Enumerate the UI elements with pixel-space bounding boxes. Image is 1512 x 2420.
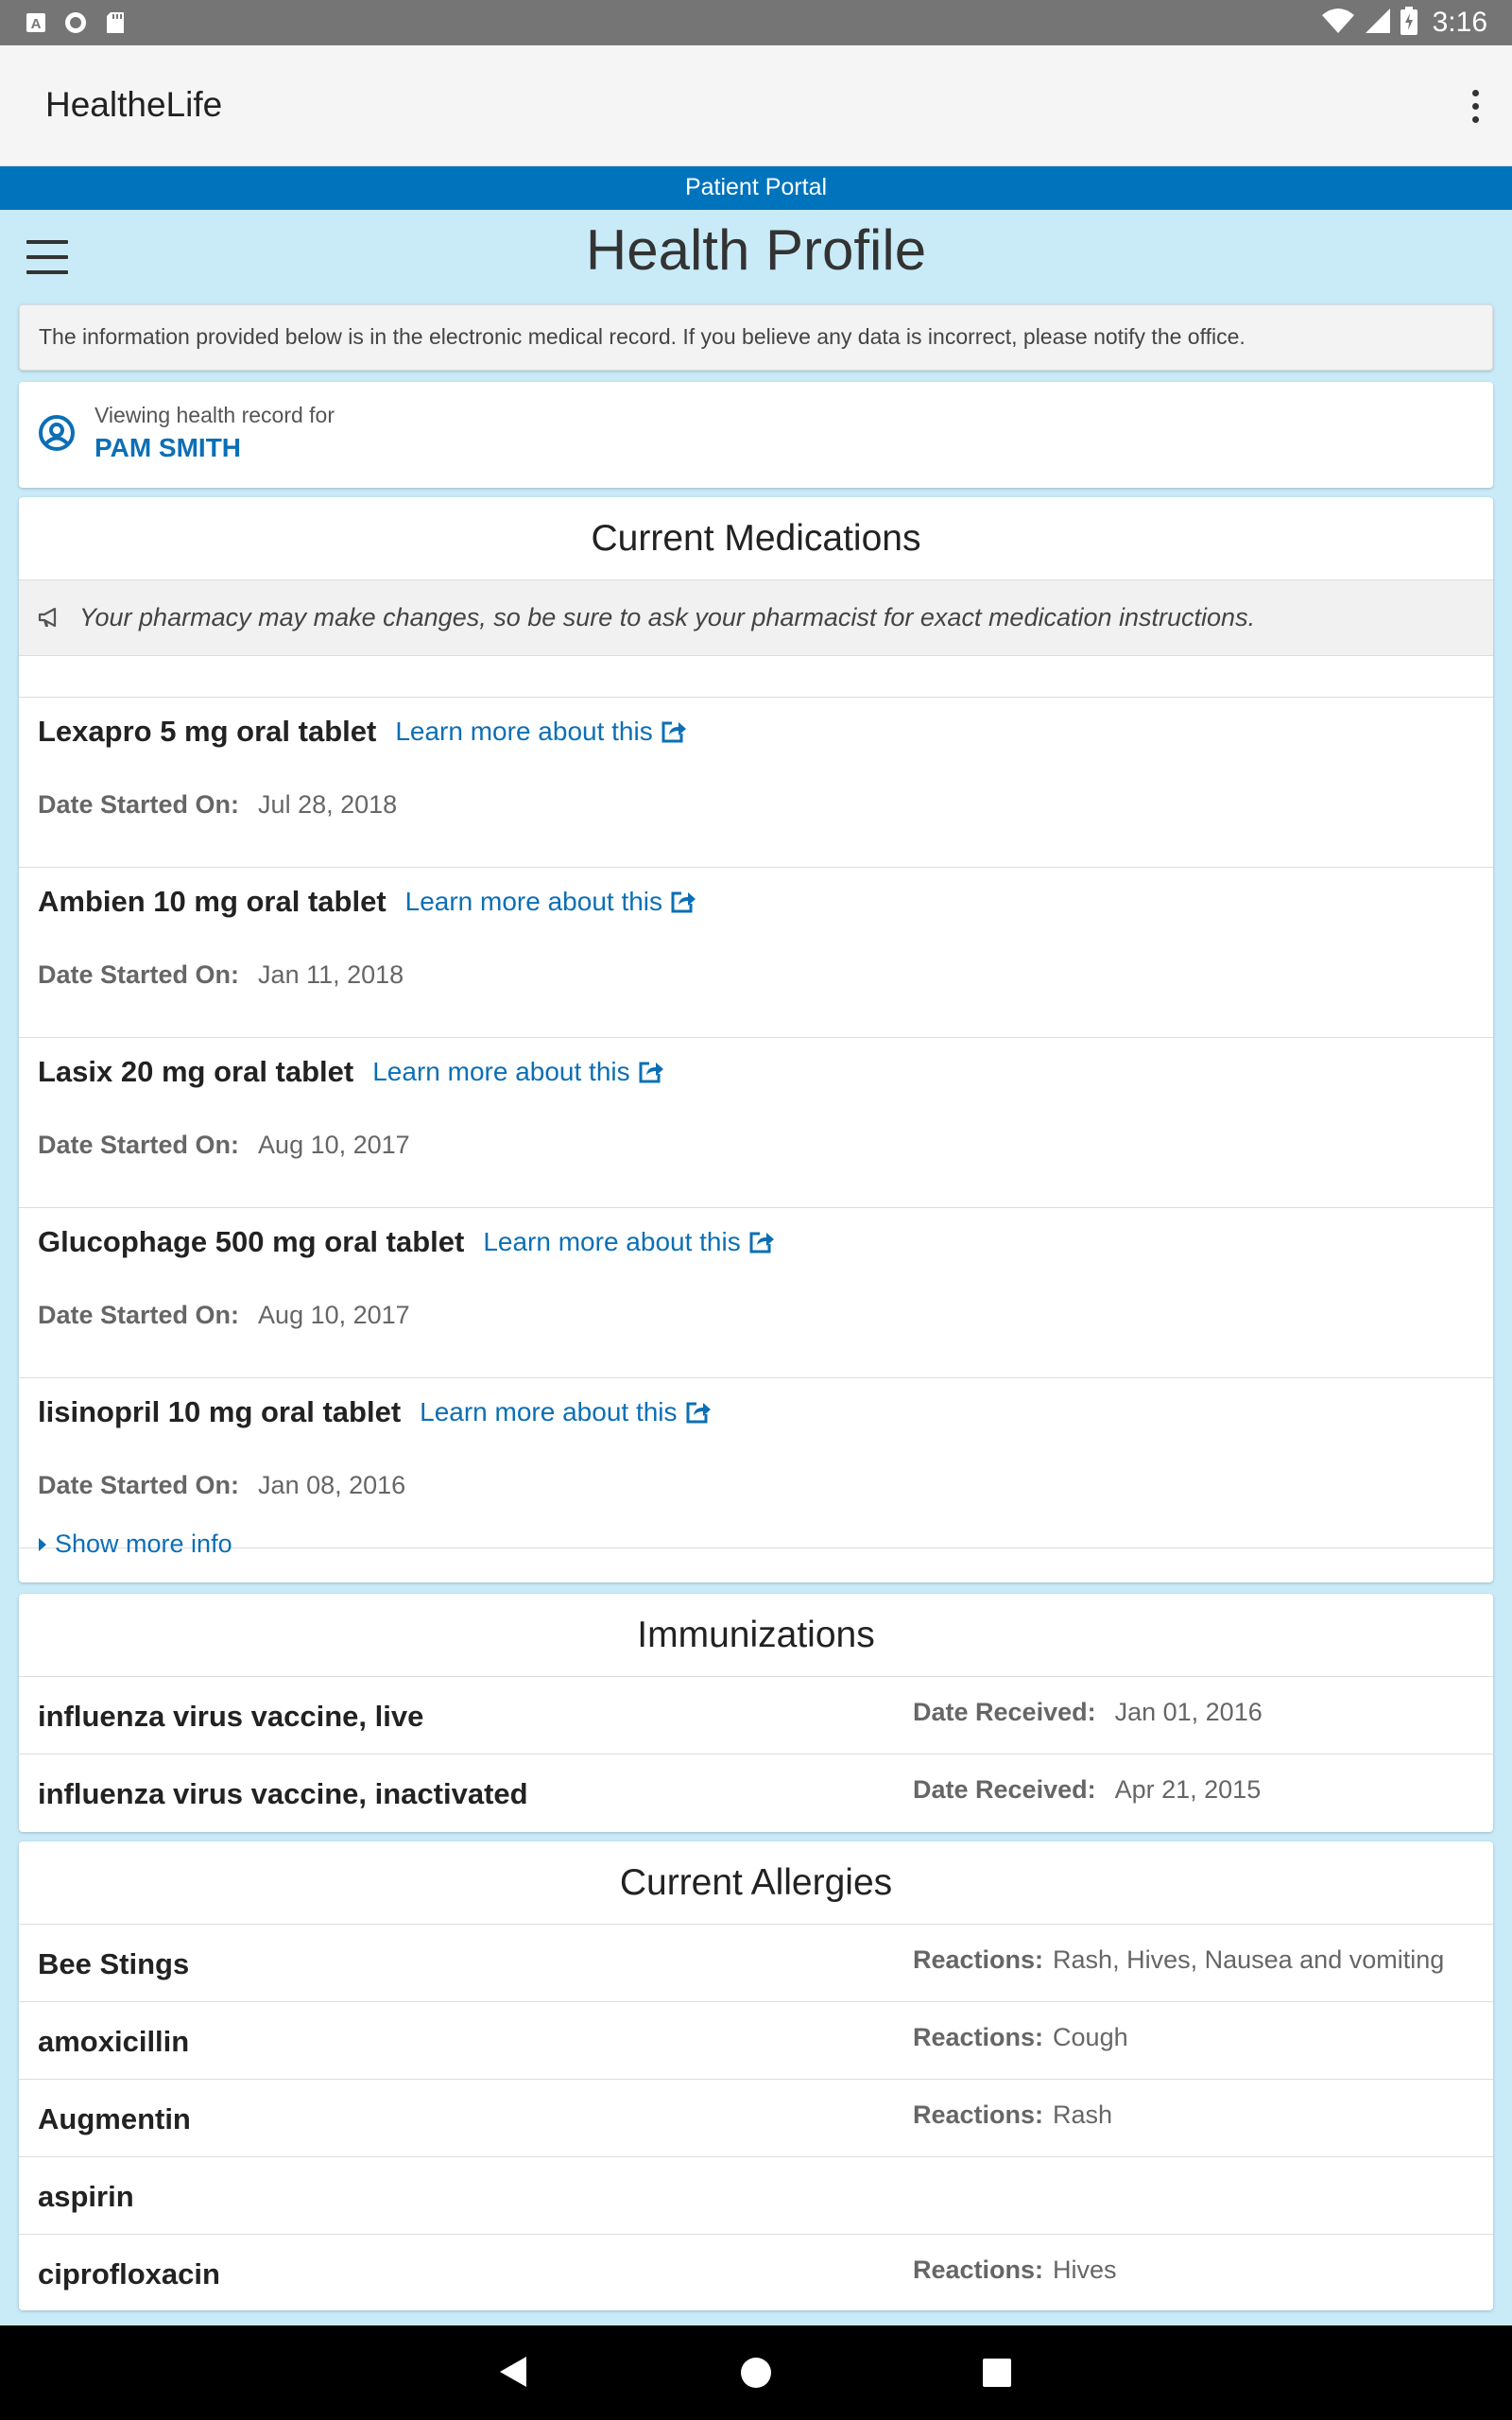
- learn-more-link[interactable]: [405, 887, 696, 917]
- date-received-label: Date Received:: [913, 1698, 1096, 1726]
- medications-title: Current Medications: [19, 497, 1493, 580]
- pharmacy-note: [19, 580, 1493, 656]
- date-received-value: Apr 21, 2015: [1114, 1775, 1262, 1804]
- date-started-value: Aug 10, 2017: [258, 1131, 410, 1159]
- learn-more-link[interactable]: [395, 717, 686, 747]
- reactions-value: Rash, Hives, Nausea and vomiting: [1053, 1945, 1445, 1974]
- status-time: 3:16: [1432, 7, 1487, 38]
- learn-more-label[interactable]: Learn more about this: [372, 1057, 630, 1086]
- medication-name: Lexapro 5 mg oral tablet: [38, 715, 377, 748]
- allergy-row: [19, 2080, 1493, 2157]
- megaphone-icon: [38, 608, 62, 629]
- wifi-icon: [1321, 8, 1355, 39]
- reactions-label: Reactions:: [913, 2256, 1044, 2284]
- date-started-value: Jan 11, 2018: [258, 960, 404, 989]
- learn-more-label[interactable]: Learn more about this: [420, 1397, 678, 1426]
- immunization-row: [19, 1677, 1493, 1754]
- svg-text:A: A: [30, 16, 42, 32]
- external-link-icon: [661, 719, 687, 744]
- medication-item: [19, 868, 1493, 1038]
- immunizations-card: [19, 1594, 1493, 1832]
- medication-name: Glucophage 500 mg oral tablet: [38, 1225, 465, 1258]
- medications-card: [19, 497, 1493, 1582]
- learn-more-label[interactable]: Learn more about this: [404, 887, 663, 916]
- learn-more-link[interactable]: [372, 1057, 663, 1087]
- record-notice-text: The information provided below is in the electronic medical record. If you believe any data is incorrect, please notify the office.: [39, 324, 1246, 349]
- allergy-row: [19, 2002, 1493, 2080]
- medication-name: lisinopril 10 mg oral tablet: [38, 1395, 402, 1428]
- external-link-icon: [685, 1400, 712, 1425]
- signal-icon: [1365, 8, 1391, 39]
- date-started-value: Jan 08, 2016: [258, 1471, 406, 1499]
- medication-item: [19, 1208, 1493, 1378]
- medication-item: [19, 1378, 1493, 1548]
- medication-name: Lasix 20 mg oral tablet: [38, 1055, 354, 1088]
- allergy-name: ciprofloxacin: [38, 2257, 220, 2290]
- learn-more-link[interactable]: [483, 1227, 774, 1257]
- navigation-bar: [0, 2325, 1512, 2420]
- date-started-value: Jul 28, 2018: [258, 790, 398, 819]
- reactions-label: Reactions:: [913, 2023, 1044, 2051]
- show-more-info-link[interactable]: [38, 1530, 232, 1559]
- user-circle-icon: [38, 414, 76, 457]
- learn-more-label[interactable]: Learn more about this: [395, 717, 653, 746]
- date-started-label: Date Started On:: [38, 1301, 240, 1329]
- medication-item: [19, 698, 1493, 868]
- show-more-label[interactable]: Show more info: [55, 1530, 232, 1558]
- allergy-row: [19, 2235, 1493, 2312]
- viewing-record-card: [19, 382, 1493, 488]
- battery-charging-icon: [1400, 7, 1418, 40]
- immunization-name: influenza virus vaccine, live: [38, 1700, 424, 1733]
- allergy-name: aspirin: [38, 2180, 134, 2213]
- allergies-title: Current Allergies: [19, 1841, 1493, 1925]
- date-started-label: Date Started On:: [38, 960, 240, 989]
- learn-more-label[interactable]: Learn more about this: [483, 1227, 741, 1256]
- patient-name[interactable]: PAM SMITH: [94, 433, 242, 462]
- a-notification-icon: [25, 10, 47, 35]
- overflow-menu-icon[interactable]: [1467, 81, 1484, 130]
- record-notice: [19, 304, 1493, 371]
- date-started-label: Date Started On:: [38, 1471, 240, 1499]
- viewing-label: Viewing health record for: [94, 403, 335, 427]
- pharmacy-note-text: Your pharmacy may make changes, so be sure to ask your pharmacist for exact medication instructions.: [79, 603, 1256, 631]
- app-bar: [0, 45, 1512, 166]
- external-link-icon: [638, 1060, 664, 1084]
- sd-card-icon: [104, 10, 127, 35]
- allergy-name: Augmentin: [38, 2102, 191, 2135]
- immunization-row: [19, 1754, 1493, 1832]
- date-received-value: Jan 01, 2016: [1114, 1698, 1263, 1726]
- allergy-name: amoxicillin: [38, 2025, 190, 2058]
- notification-icons: [25, 10, 127, 35]
- reactions-value: Cough: [1053, 2023, 1128, 2051]
- allergy-name: Bee Stings: [38, 1947, 190, 1980]
- learn-more-link[interactable]: [420, 1397, 711, 1427]
- medication-name: Ambien 10 mg oral tablet: [38, 885, 387, 918]
- immunization-name: influenza virus vaccine, inactivated: [38, 1777, 528, 1810]
- recent-apps-icon[interactable]: [983, 2359, 1011, 2387]
- reactions-label: Reactions:: [913, 2100, 1044, 2129]
- circle-notification-icon: [64, 10, 87, 35]
- portal-banner: Patient Portal: [0, 166, 1512, 210]
- reactions-value: Rash: [1053, 2100, 1113, 2129]
- caret-right-icon: [38, 1537, 47, 1552]
- allergy-row: [19, 1925, 1493, 2002]
- date-started-label: Date Started On:: [38, 1131, 240, 1159]
- reactions-value: Hives: [1053, 2256, 1117, 2284]
- allergies-card: [19, 1841, 1493, 2310]
- date-started-label: Date Started On:: [38, 790, 240, 819]
- hamburger-menu-icon[interactable]: [26, 240, 68, 274]
- external-link-icon: [670, 890, 696, 914]
- date-started-value: Aug 10, 2017: [258, 1301, 410, 1329]
- page-title: Health Profile: [585, 218, 927, 282]
- medications-spacer: [19, 656, 1493, 698]
- home-icon[interactable]: [741, 2358, 771, 2388]
- external-link-icon: [748, 1230, 775, 1254]
- medication-item: [19, 1038, 1493, 1208]
- allergy-row: [19, 2157, 1493, 2235]
- back-icon[interactable]: [499, 2356, 527, 2393]
- status-bar: [0, 0, 1512, 45]
- reactions-label: Reactions:: [913, 1945, 1044, 1974]
- date-received-label: Date Received:: [913, 1775, 1096, 1804]
- immunizations-title: Immunizations: [19, 1594, 1493, 1677]
- app-title: HealtheLife: [45, 85, 223, 124]
